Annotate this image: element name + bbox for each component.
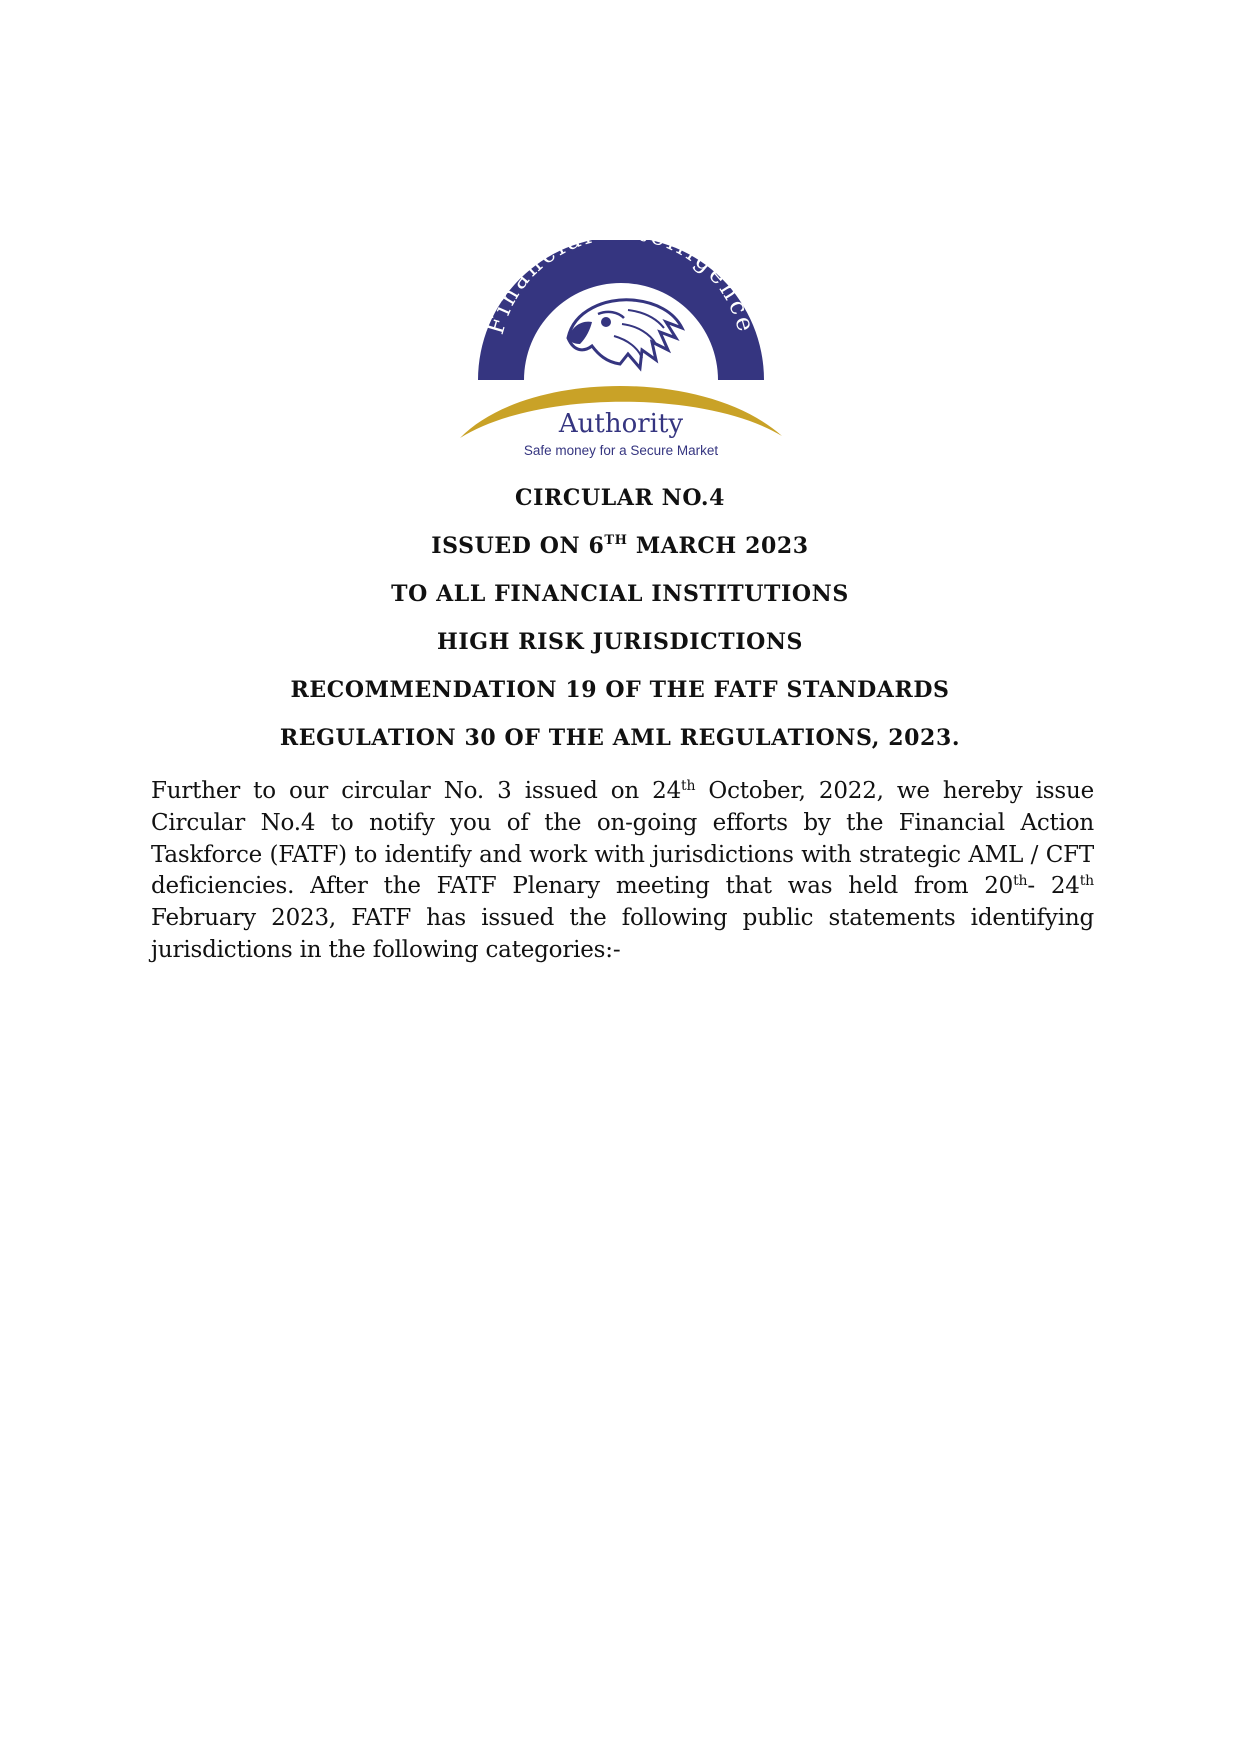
subject-text: HIGH RISK JURISDICTIONS <box>436 629 804 655</box>
regulation-heading <box>0 725 1240 751</box>
paragraph-superscript: th <box>681 778 696 794</box>
circular-number-heading <box>0 485 1240 511</box>
issued-date-superscript: TH <box>604 533 628 548</box>
paragraph-segment: - 24 <box>1027 873 1080 900</box>
paragraph-superscript: th <box>1013 873 1028 890</box>
paragraph-segment: Further to our circular No. 3 issued on 24 <box>151 778 682 804</box>
logo-arc-text: Financi lligence <box>480 240 762 338</box>
paragraph-segment: October, 2022, we hereby issue Circular No.4 to notify you of the on-going efforts by the Financial Action Taskforce (FATF) to identify and work with jurisdictions with strategic AML / CFT deficiencies. After the FATF Plenary meeting that was held from 20 <box>151 778 1094 900</box>
eagle-icon <box>568 300 682 368</box>
logo-authority-text: Authority <box>558 409 684 439</box>
fia-logo-graphic <box>456 240 786 472</box>
issued-date-suffix: MARCH 2023 <box>627 533 809 559</box>
subject-heading <box>0 629 1240 655</box>
circular-number-text: CIRCULAR NO.4 <box>514 485 725 511</box>
body-paragraph <box>151 776 1094 967</box>
fia-logo <box>456 240 786 472</box>
logo-tagline: Safe money for a Secure Market <box>523 443 719 458</box>
paragraph-segment: February 2023, FATF has issued the following public statements identifying jurisdictions in the following categories:- <box>151 905 1094 963</box>
recommendation-text: RECOMMENDATION 19 OF THE FATF STANDARDS <box>290 677 950 703</box>
audience-heading <box>0 581 1240 607</box>
paragraph-superscript: th <box>1079 873 1094 890</box>
recommendation-heading <box>0 677 1240 703</box>
audience-text: TO ALL FINANCIAL INSTITUTIONS <box>391 581 849 607</box>
regulation-text: REGULATION 30 OF THE AML REGULATIONS, 2023. <box>279 725 961 751</box>
issued-date-prefix: ISSUED ON 6 <box>431 533 605 559</box>
issued-date-heading <box>0 533 1240 559</box>
